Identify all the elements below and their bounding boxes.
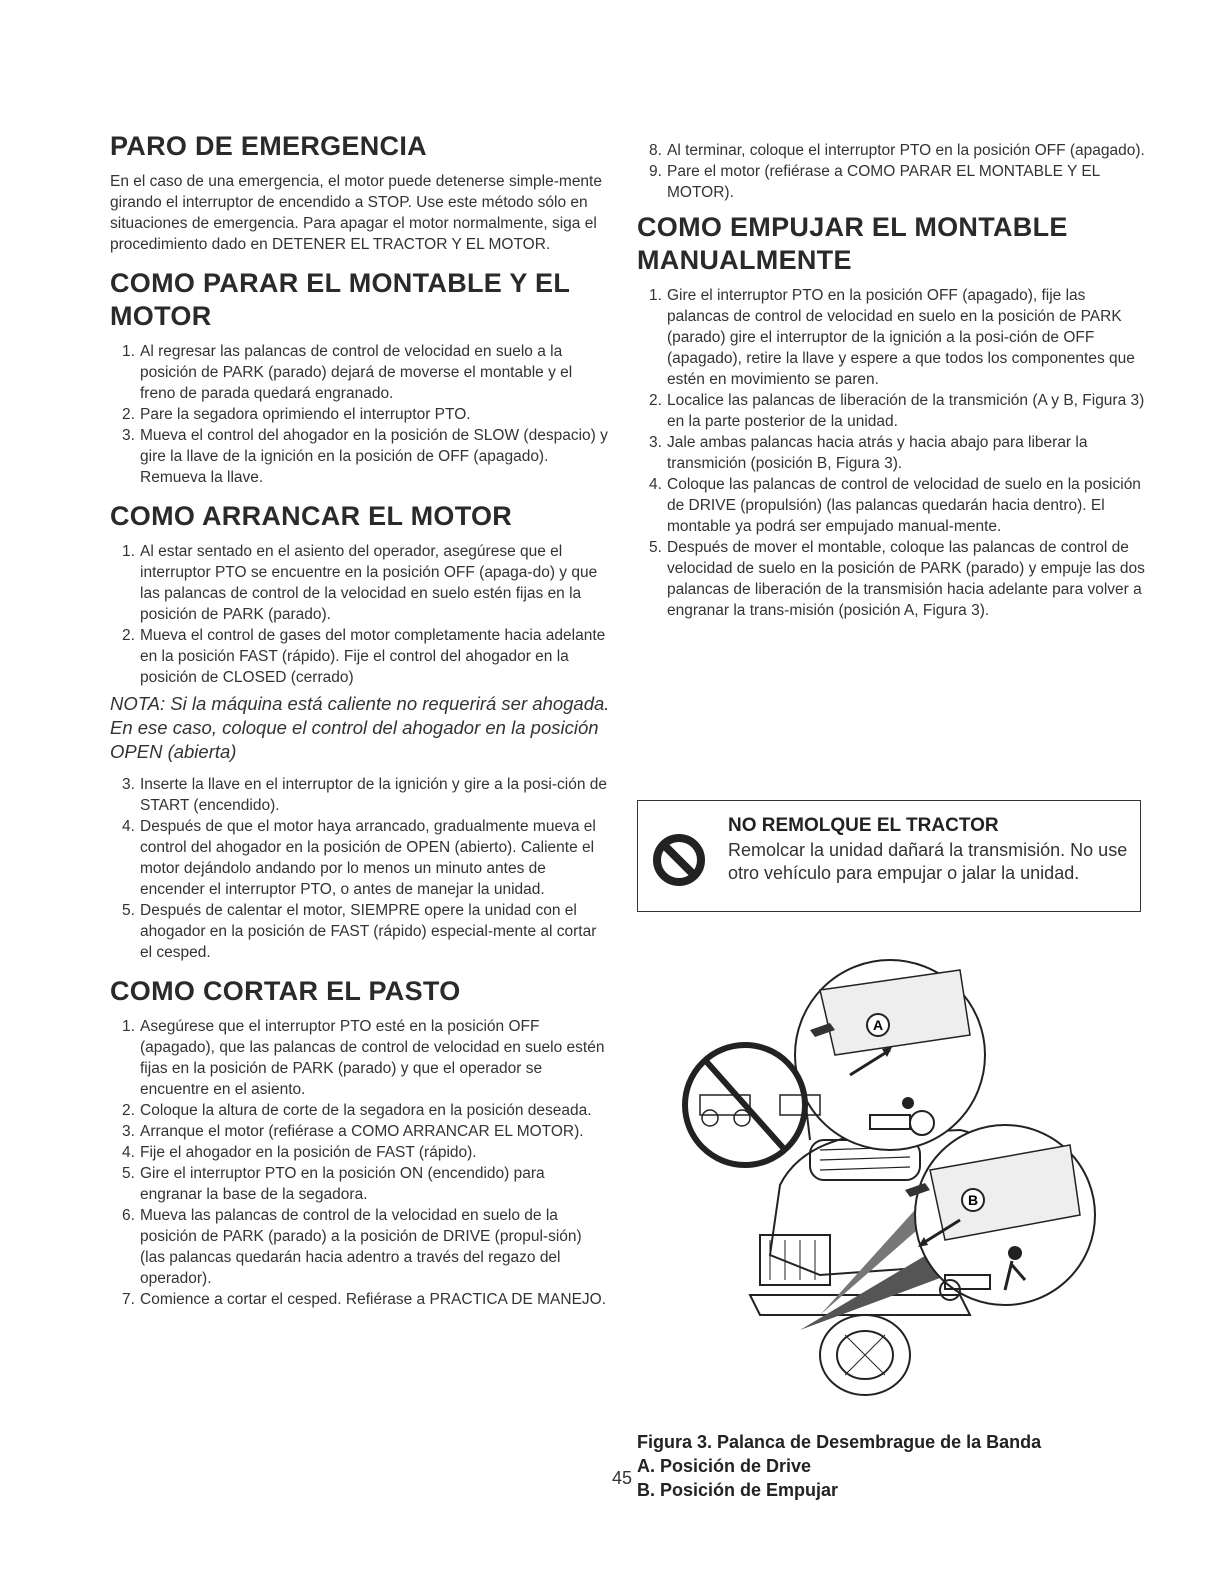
- heading-empujar-montable: COMO EMPUJAR EL MONTABLE MANUALMENTE: [637, 212, 1068, 275]
- heading-paro-emergencia: PARO DE EMERGENCIA: [110, 131, 427, 161]
- caption-a: A. Posición de Drive: [637, 1456, 812, 1476]
- list-item: 8. Al terminar, coloque el interruptor PTO en la posición OFF (apagado).: [649, 142, 1145, 159]
- left-column: [110, 130, 610, 1322]
- page-number: 45: [612, 1468, 633, 1488]
- list-item: 1. Gire el interruptor PTO en la posición OFF (apagado), fije las palancas de control de velocidad en suelo en la posición de PARK (parado) gire el interruptor de la ignición a la posi-ción de OFF (apagado), retire la llave y espere a que todos los componentes que estén en movimiento se paren.: [649, 287, 1135, 388]
- heading-arrancar-motor: COMO ARRANCAR EL MOTOR: [110, 501, 513, 531]
- list-item: 1. Asegúrese que el interruptor PTO esté en la posición OFF (apagado), que las palancas de control de velocidad en suelo estén fijas en la posición de PARK (parado) y que el operador se encuentre en el asiento.: [122, 1018, 605, 1098]
- figure-caption: [637, 1430, 1157, 1502]
- steps-cortar-pasto-cont: [637, 140, 1147, 203]
- list-item: 5. Gire el interruptor PTO en la posición ON (encendido) para engranar la base de la segadora.: [122, 1165, 545, 1203]
- caption-b: B. Posición de Empujar: [637, 1480, 839, 1500]
- warning-title: NO REMOLQUE EL TRACTOR: [728, 815, 999, 836]
- tractor-release-figure: [660, 935, 1120, 1400]
- list-item: 6. Mueva las palancas de control de la velocidad en suelo de la posición de PARK (parado) a la posición de DRIVE (propul-sión) (las palancas quedarán hacia adentro a través del regazo del operador).: [122, 1207, 582, 1287]
- caption-title: Figura 3. Palanca de Desembrague de la Banda: [637, 1432, 1042, 1452]
- list-item: 4. Después de que el motor haya arrancado, gradualmente mueva el control del ahogador en la posición de OPEN (abierto). Caliente el motor dejándolo andando por lo menos un minuto antes de encender el interruptor PTO, o antes de manejar la unidad.: [122, 818, 596, 898]
- list-item: 3. Arranque el motor (refiérase a COMO ARRANCAR EL MOTOR).: [122, 1123, 584, 1140]
- list-item: 5. Después de calentar el motor, SIEMPRE opere la unidad con el ahogador en la posición de FAST (rápido) especial-mente al cortar el cesped.: [122, 902, 597, 961]
- label-b: B: [967, 1192, 979, 1208]
- warning-text: Remolcar la unidad dañará la transmisión. No use otro vehículo para empujar o jalar la unidad.: [728, 840, 1128, 883]
- list-item: 7. Comience a cortar el cesped. Refiérase a PRACTICA DE MANEJO.: [122, 1291, 607, 1308]
- prohibition-icon: [652, 833, 706, 887]
- list-item: 2. Coloque la altura de corte de la segadora en la posición deseada.: [122, 1102, 592, 1119]
- list-item: 1. Al regresar las palancas de control de velocidad en suelo a la posición de PARK (parado) dejará de moverse el montable y el freno de parada quedará engranado.: [122, 343, 573, 402]
- paragraph-paro-emergencia: En el caso de una emergencia, el motor puede detenerse simple-mente girando el interruptor de encendido a STOP. Use este método sólo en situaciones de emergencia. Para apagar el motor normalmente, siga el procedimiento dado en DETENER EL TRACTOR Y EL MOTOR.: [110, 173, 602, 253]
- steps-arrancar-motor-b: [110, 774, 610, 963]
- list-item: 4. Fije el ahogador en la posición de FAST (rápido).: [122, 1144, 477, 1161]
- heading-parar-montable: COMO PARAR EL MONTABLE Y EL MOTOR: [110, 268, 570, 331]
- detail-circle-a: [795, 960, 985, 1150]
- steps-cortar-pasto: [110, 1016, 610, 1310]
- nota-ahogador: NOTA: Si la máquina está caliente no requerirá ser ahogada. En ese caso, coloque el control del ahogador en la posición OPEN (abierta): [110, 693, 610, 762]
- list-item: 3. Jale ambas palancas hacia atrás y hacia abajo para liberar la transmición (posición B, Figura 3).: [649, 434, 1088, 472]
- list-item: 1. Al estar sentado en el asiento del operador, asegúrese que el interruptor PTO se encuentre en la posición OFF (apaga-do) y que las palancas de control de la velocidad en suelo estén fijas en la posición de PARK (parado).: [122, 543, 598, 623]
- list-item: 4. Coloque las palancas de control de velocidad de suelo en la posición de DRIVE (propulsión) (las palancas quedarán hacia dentro). El montable ya podrá ser empujado manual-mente.: [649, 476, 1141, 535]
- list-item: 9. Pare el motor (refiérase a COMO PARAR EL MONTABLE Y EL MOTOR).: [649, 163, 1100, 201]
- list-item: 2. Localice las palancas de liberación de la transmición (A y B, Figura 3) en la parte posterior de la unidad.: [649, 392, 1145, 430]
- steps-empujar-montable: [637, 285, 1147, 621]
- heading-cortar-pasto: COMO CORTAR EL PASTO: [110, 976, 461, 1006]
- steps-arrancar-motor-a: [110, 541, 610, 688]
- list-item: 5. Después de mover el montable, coloque las palancas de control de velocidad de suelo en la posición de PARK (parado) y empuje las dos palancas de liberación de la transmisión hacia adelante para volver a engranar la trans-misión (posición A, Figura 3).: [649, 539, 1145, 619]
- list-item: 3. Mueva el control del ahogador en la posición de SLOW (despacio) y gire la llave de la ignición en la posición de OFF (apagado). Remueva la llave.: [122, 427, 608, 486]
- label-a: A: [872, 1017, 884, 1033]
- list-item: 2. Mueva el control de gases del motor completamente hacia adelante en la posición FAST (rápido). Fije el control del ahogador en la posición de CLOSED (cerrado): [122, 627, 606, 686]
- list-item: 3. Inserte la llave en el interruptor de la ignición y gire a la posi-ción de START (encendido).: [122, 776, 607, 814]
- right-column: [637, 140, 1147, 633]
- warning-box: [637, 800, 1141, 912]
- list-item: 2. Pare la segadora oprimiendo el interruptor PTO.: [122, 406, 471, 423]
- steps-parar-montable: [110, 341, 610, 488]
